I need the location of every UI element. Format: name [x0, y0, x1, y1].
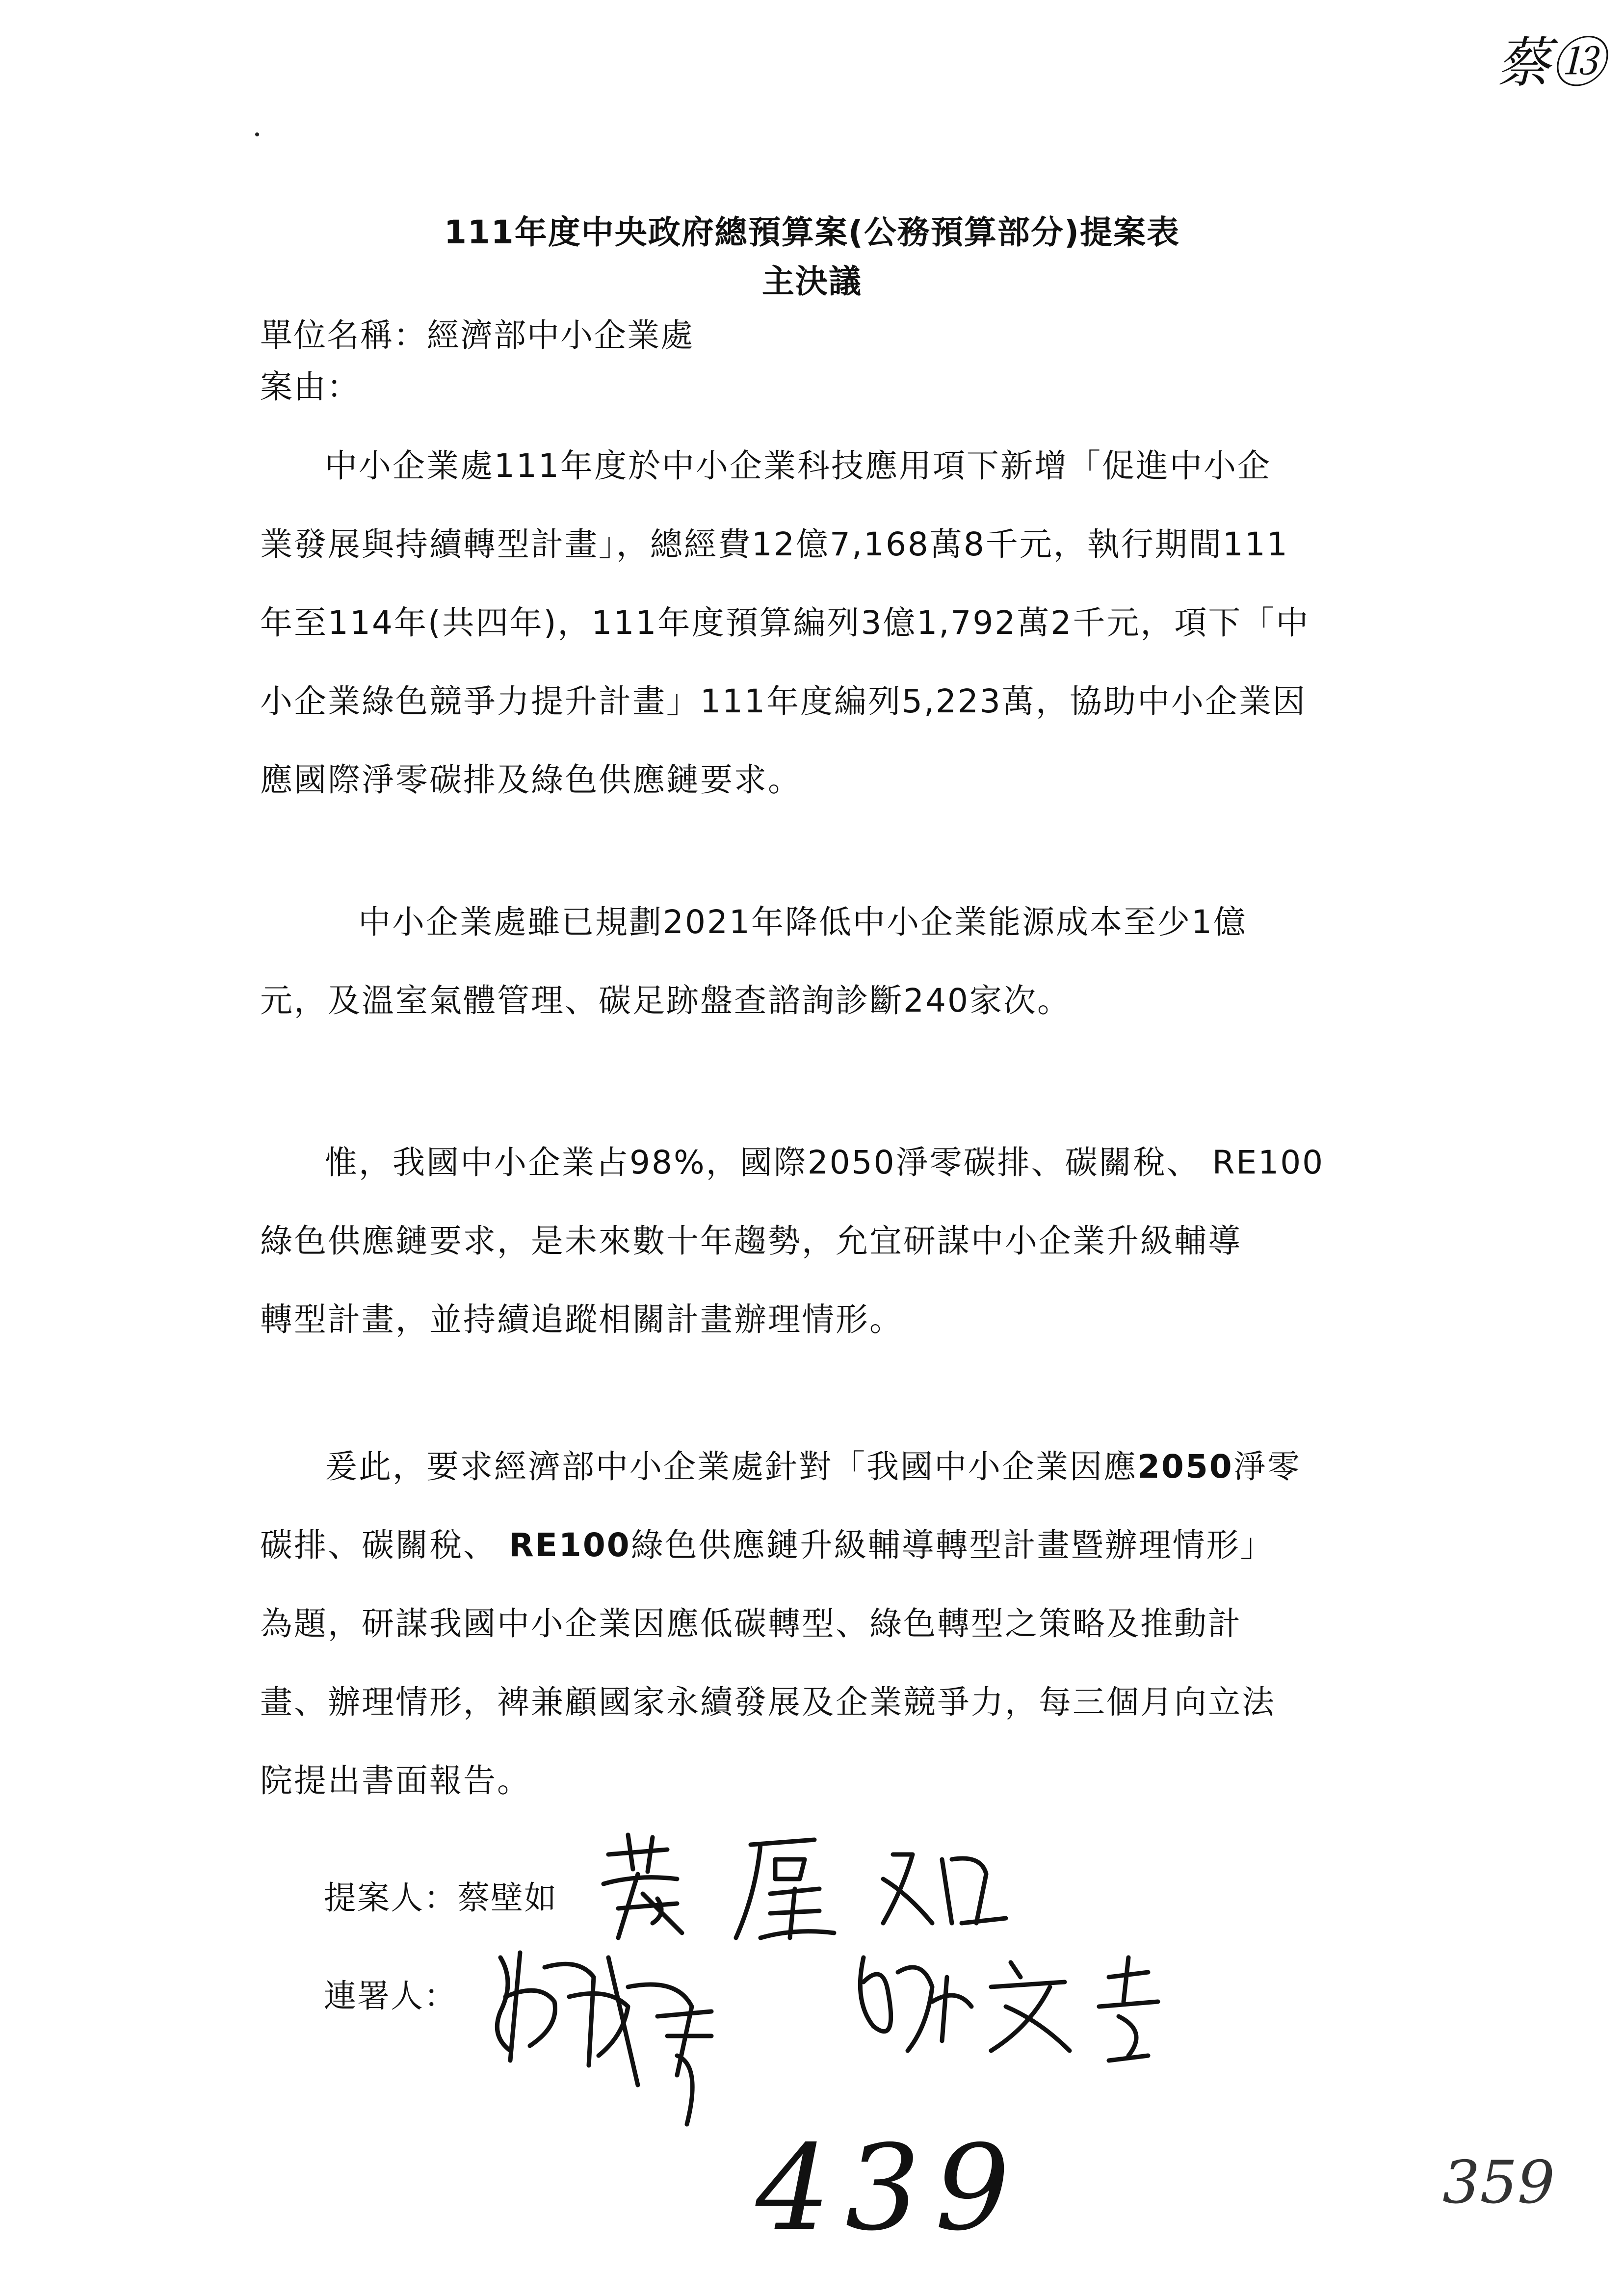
- proposer-label: 提案人：: [324, 1879, 457, 1917]
- paragraph-line: 為題，研謀我國中小企業因應低碳轉型、綠色轉型之策略及推動計: [260, 1605, 1242, 1643]
- paragraph-line: 畫、辦理情形，裨兼顧國家永續發展及企業競爭力，每三個月向立法: [260, 1683, 1276, 1721]
- text-run: 爰此，要求經濟部中小企業處針對「我國中小企業因應: [325, 1448, 1137, 1486]
- paragraph-2: [260, 883, 1388, 1040]
- document-subtitle: 主決議: [762, 262, 862, 300]
- paragraph-line: 元，及溫室氣體管理、碳足跡盤查諮詢診斷240家次。: [260, 982, 1071, 1019]
- unit-name-value: 經濟部中小企業處: [427, 316, 694, 354]
- text-run: 綠色供應鏈升級輔導轉型計畫暨辦理情形」: [630, 1526, 1274, 1564]
- proposer-signature: [589, 1825, 1055, 1953]
- paragraph-line: 年至114年(共四年)，111年度預算編列3億1,792萬2千元，項下「中: [260, 604, 1310, 642]
- page-number: 439: [756, 2119, 1025, 2257]
- paragraph-3: [260, 1123, 1388, 1359]
- text-run: 淨零: [1233, 1448, 1301, 1486]
- text-run-bold: 2050: [1137, 1448, 1233, 1486]
- paragraph-line: [260, 1428, 1388, 1506]
- document-title: 111年度中央政府總預算案(公務預算部分)提案表: [444, 213, 1180, 251]
- paragraph-line: 惟，我國中小企業占98%，國際2050淨零碳排、碳關稅、 RE100: [325, 1144, 1325, 1181]
- paragraph-line: 轉型計畫，並持續追蹤相關計畫辦理情形。: [260, 1301, 903, 1338]
- paragraph-1: [260, 427, 1388, 819]
- proposer-field: [324, 1872, 557, 1918]
- paragraph-line: 應國際淨零碳排及綠色供應鏈要求。: [260, 761, 802, 799]
- cosigner-label: 連署人：: [324, 1977, 457, 2015]
- text-run: 碳排、碳關稅、: [260, 1526, 509, 1564]
- unit-name-field: [260, 309, 694, 356]
- paragraph-4: [260, 1428, 1388, 1820]
- cosigner-signature-2: [834, 1943, 1227, 2070]
- paragraph-line: 業發展與持續轉型計畫」，總經費12億7,168萬8千元，執行期間111: [260, 525, 1289, 563]
- paragraph-line: [260, 1506, 1388, 1585]
- paragraph-line: 綠色供應鏈要求，是未來數十年趨勢，允宜研謀中小企業升級輔導: [260, 1222, 1242, 1260]
- paragraph-line: 院提出書面報告。: [260, 1762, 531, 1800]
- text-run-bold: RE100: [508, 1526, 631, 1564]
- page-mark: 蔡⑬: [1496, 31, 1604, 94]
- paragraph-line: 中小企業處雖已規劃2021年降低中小企業能源成本至少1億: [358, 903, 1247, 941]
- unit-name-label: 單位名稱：: [260, 316, 427, 354]
- paragraph-line: 中小企業處111年度於中小企業科技應用項下新增「促進中小企: [325, 447, 1271, 485]
- paragraph-line: 小企業綠色競爭力提升計畫」111年度編列5,223萬，協助中小企業因: [260, 682, 1307, 720]
- proposer-name: 蔡壁如: [457, 1879, 557, 1917]
- archive-number: 359: [1442, 2149, 1555, 2217]
- stray-mark: [255, 132, 259, 136]
- reason-label: 案由：: [260, 368, 360, 406]
